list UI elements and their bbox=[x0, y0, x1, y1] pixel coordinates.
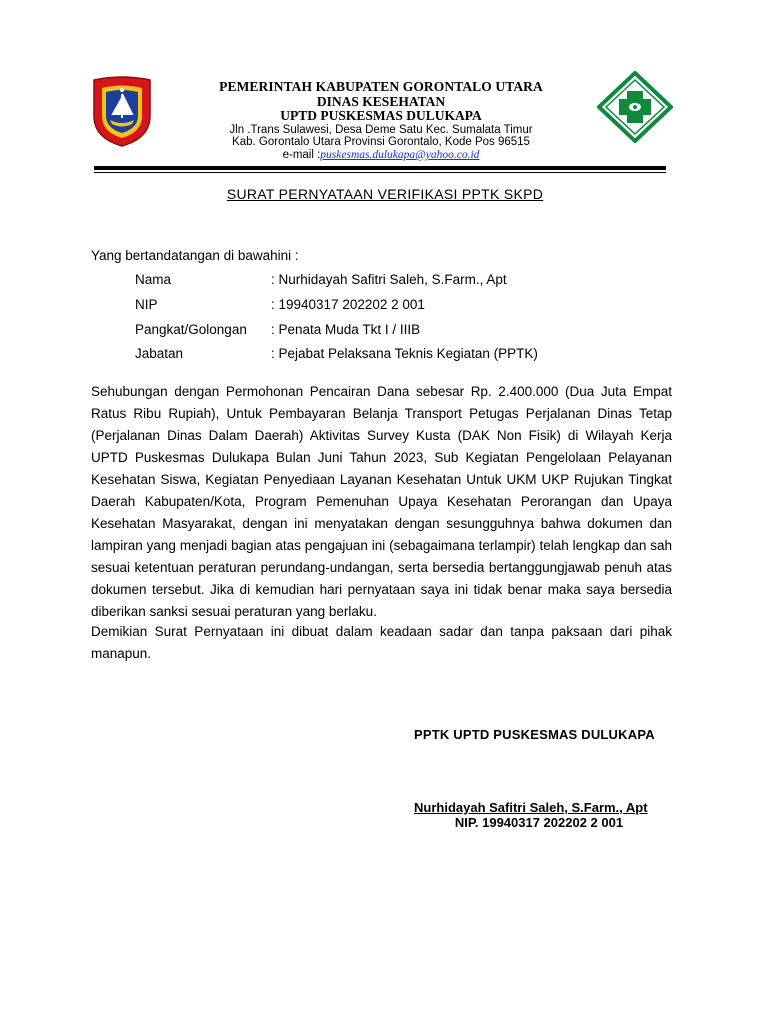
closing-paragraph: Demikian Surat Pernyataan ini dibuat dalam keadaan sadar dan tanpa paksaan dari pihak manapun. bbox=[91, 624, 672, 661]
signatory-name: Nurhidayah Safitri Saleh, S.Farm., Apt bbox=[414, 800, 648, 815]
letterhead-address-line1: Jln .Trans Sulawesi, Desa Deme Satu Kec. Sumalata Timur bbox=[229, 124, 533, 136]
identity-label: NIP bbox=[135, 297, 158, 312]
statement-paragraph: Sehubungan dengan Permohonan Pencairan Dana sebesar Rp. 2.400.000 (Dua Juta Empat Ratus Ribu Rupiah), Untuk Pembayaran Belanja Transport Petugas Perjalanan Dinas Tetap (Perjalanan Dinas Dalam Daerah) Aktivitas Survey Kusta (DAK Non Fisik) di Wilayah Kerja UPTD Puskesmas Dulukapa Bulan Juni Tahun 2023, Sub Kegiatan Pengelolaan Pelayanan Kesehatan Siswa, Kegiatan Penyediaan Layanan Kesehatan Untuk UKM UKP Rujukan Tingkat Daerah Kabupaten/Kota, Program Pemenuhan Upaya Kesehatan Perorangan dan Upaya Kesehatan Masyarakat, dengan ini menyatakan dengan sesungguhnya bahwa dokumen dan lampiran yang menjadi bagian atas pengajuan ini (sebagaimana terlampir) telah lengkap dan sah sesuai ketentuan peraturan perundang-undangan, serta bersedia bertanggungjawab penuh atas dokumen tersebut. Jika di kemudian hari pernyataan saya ini tidak benar maka saya bersedia diberikan sanksi sesuai peraturan yang berlaku. bbox=[91, 384, 672, 619]
identity-value: : Pejabat Pelaksana Teknis Kegiatan (PPTK) bbox=[271, 346, 538, 361]
letterhead-unit: UPTD PUSKESMAS DULUKAPA bbox=[280, 108, 482, 123]
identity-label: Nama bbox=[135, 272, 172, 287]
identity-value: : Nurhidayah Safitri Saleh, S.Farm., Apt bbox=[271, 272, 507, 287]
identity-label: Jabatan bbox=[135, 346, 184, 361]
email-link[interactable]: puskesmas.dulukapa@yahoo.co.id bbox=[320, 149, 480, 161]
letterhead-email-line bbox=[150, 148, 612, 162]
document-title: SURAT PERNYATAAN VERIFIKASI PPTK SKPD bbox=[226, 186, 544, 202]
letterhead-divider-thin bbox=[94, 172, 666, 173]
email-label: e-mail : bbox=[282, 149, 321, 161]
intro-text: Yang bertandatangan di bawahini : bbox=[91, 248, 299, 263]
letterhead-address-line2: Kab. Gorontalo Utara Provinsi Gorontalo, Kode Pos 96515 bbox=[232, 136, 530, 148]
identity-value: : Penata Muda Tkt I / IIIB bbox=[271, 322, 421, 337]
letterhead-government: PEMERINTAH KABUPATEN GORONTALO UTARA bbox=[219, 79, 543, 94]
signature-title: PPTK UPTD PUSKESMAS DULUKAPA bbox=[414, 727, 655, 742]
identity-label: Pangkat/Golongan bbox=[135, 322, 247, 337]
signatory-nip: NIP. 19940317 202202 2 001 bbox=[454, 815, 624, 830]
letterhead-department: DINAS KESEHATAN bbox=[316, 94, 446, 109]
letterhead-divider-thick bbox=[94, 166, 666, 170]
identity-value: : 19940317 202202 2 001 bbox=[271, 297, 425, 312]
regency-crest-icon bbox=[88, 76, 156, 148]
